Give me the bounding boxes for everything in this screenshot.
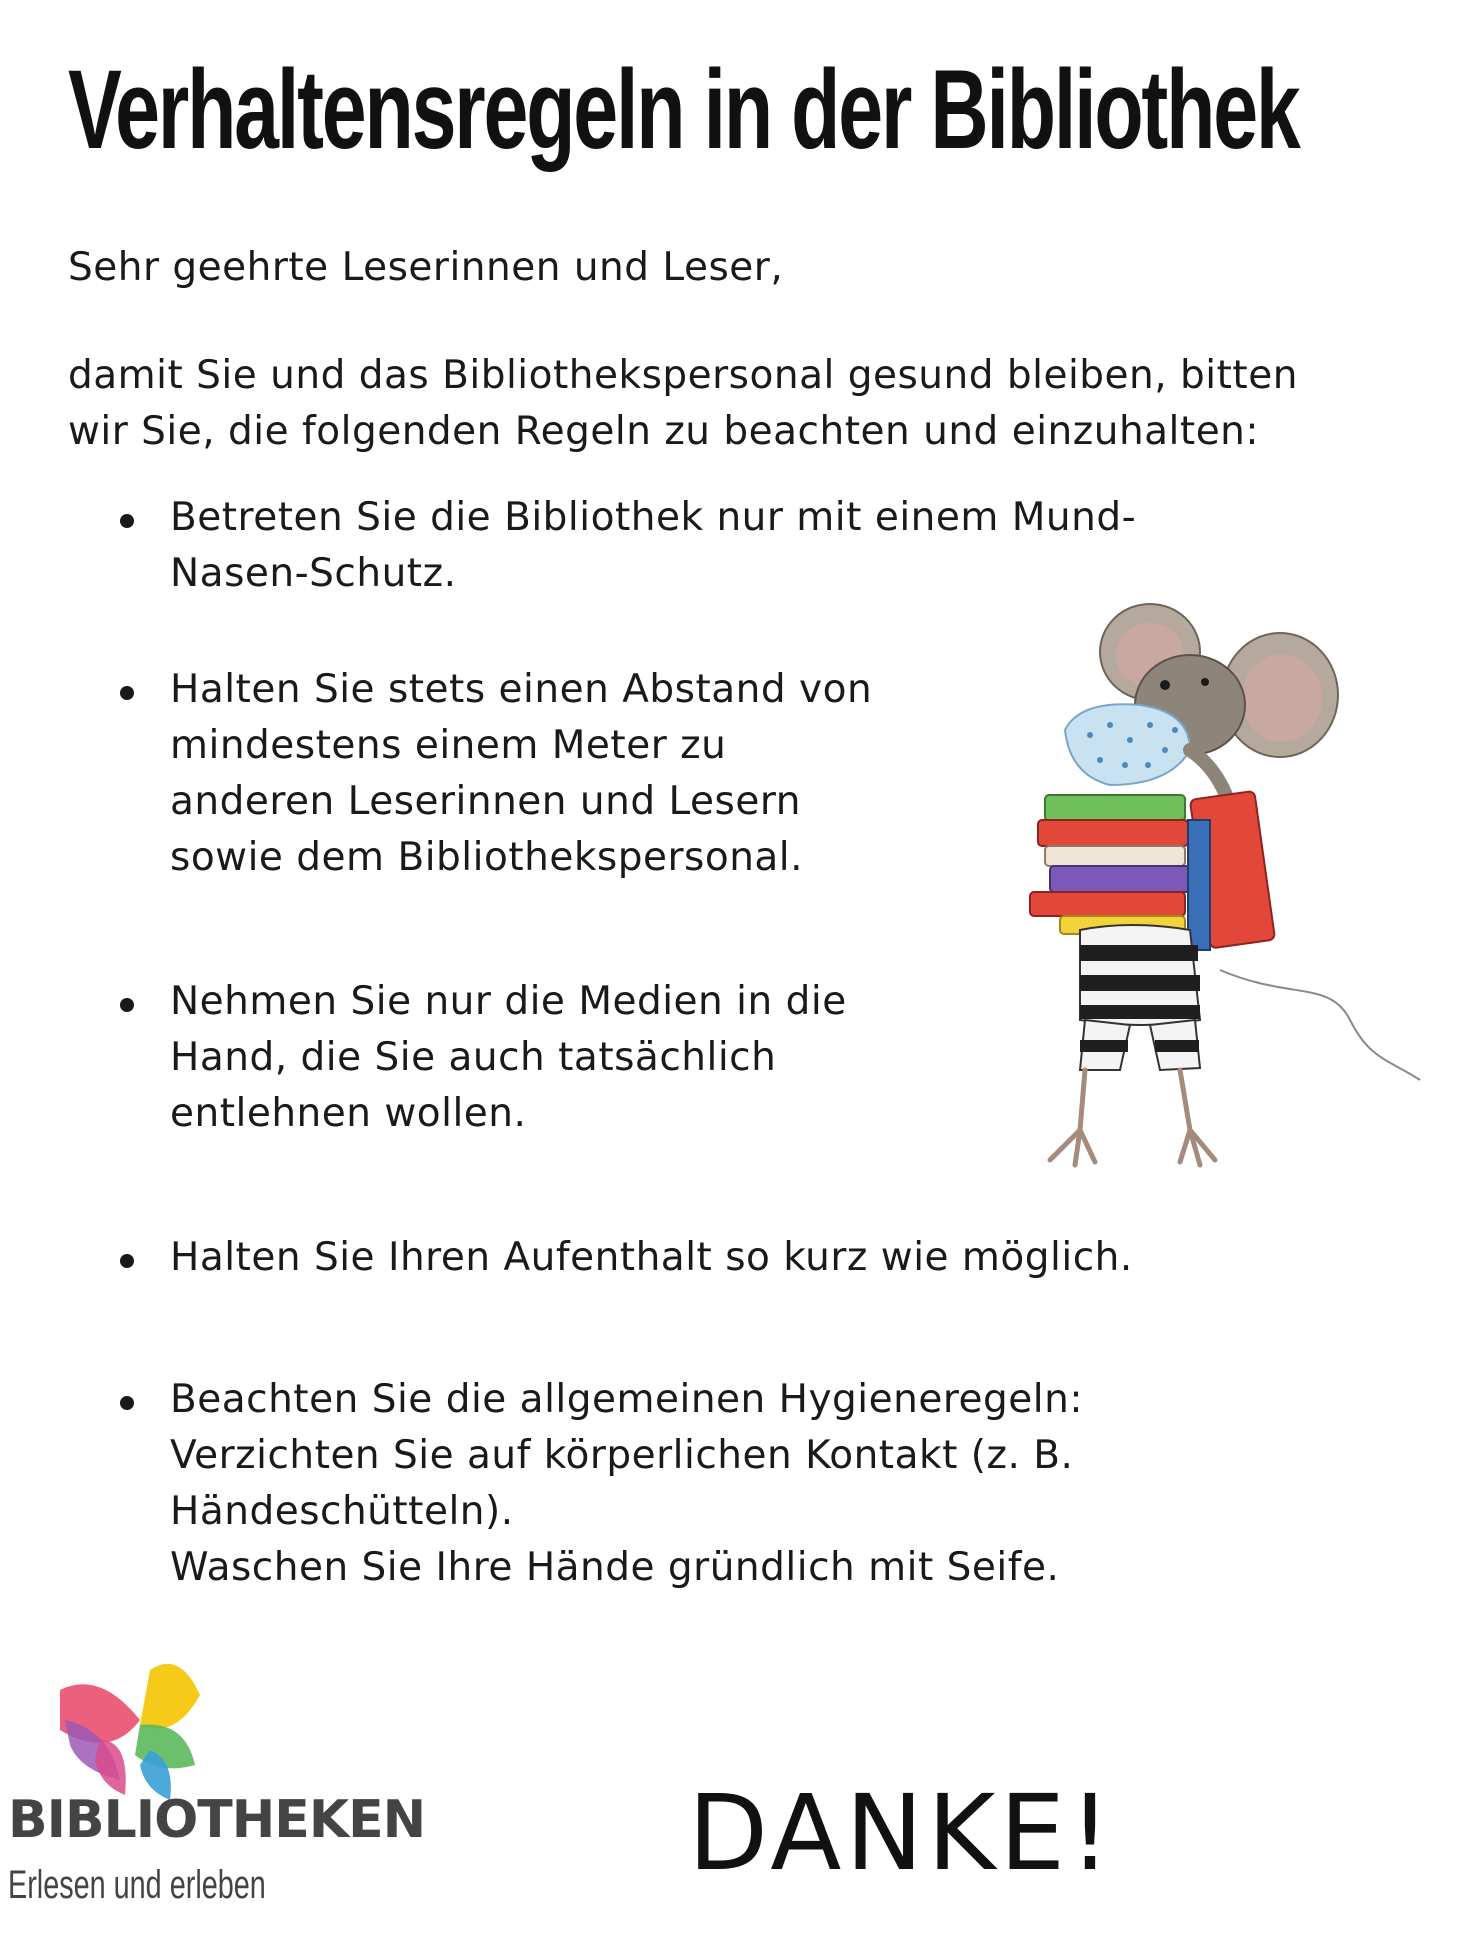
page-title: Verhaltensregeln in der Bibliothek (68, 47, 1299, 172)
rule-line: sowie dem Bibliothekspersonal. (170, 835, 804, 880)
bullet-icon (120, 1254, 134, 1268)
rule-line: Waschen Sie Ihre Hände gründlich mit Seife. (170, 1545, 1060, 1590)
intro-line: damit Sie und das Bibliothekspersonal gesund bleiben, bitten (68, 353, 1298, 398)
mouse-with-mask-carrying-books-icon (990, 600, 1430, 1200)
rule-line: entlehnen wollen. (170, 1091, 527, 1136)
rule-line: anderen Leserinnen und Lesern (170, 779, 801, 824)
rule-line: Hand, die Sie auch tatsächlich (170, 1035, 777, 1080)
rule-line: Nasen-Schutz. (170, 551, 457, 596)
salutation: Sehr geehrte Leserinnen und Leser, (68, 245, 784, 290)
logo-tagline: Erlesen und erleben (8, 1863, 266, 1907)
bullet-icon (120, 998, 134, 1012)
intro-line: wir Sie, die folgenden Regeln zu beachten und einzuhalten: (68, 409, 1260, 454)
rule-media (120, 974, 847, 1142)
rule-line: Verzichten Sie auf körperlichen Kontakt (z. B. (170, 1433, 1074, 1478)
rule-mask (120, 490, 1137, 602)
rule-line: Halten Sie Ihren Aufenthalt so kurz wie möglich. (170, 1235, 1133, 1280)
intro-paragraph (68, 348, 1368, 460)
rule-line: Betreten Sie die Bibliothek nur mit einem Mund- (170, 495, 1137, 540)
thanks-text: DANKE! (688, 1772, 1115, 1894)
rule-line: Nehmen Sie nur die Medien in die (170, 979, 847, 1024)
rule-distance (120, 662, 873, 886)
rule-line: Händeschütteln). (170, 1489, 514, 1534)
rule-line: mindestens einem Meter zu (170, 723, 727, 768)
rule-short-stay (120, 1230, 1133, 1286)
bullet-icon (120, 514, 134, 528)
rule-line: Halten Sie stets einen Abstand von (170, 667, 873, 712)
bullet-icon (120, 686, 134, 700)
bullet-icon (120, 1396, 134, 1410)
rule-hygiene (120, 1372, 1083, 1596)
logo-name: BIBLIOTHEKEN (8, 1790, 426, 1850)
rule-line: Beachten Sie die allgemeinen Hygieneregeln: (170, 1377, 1083, 1422)
